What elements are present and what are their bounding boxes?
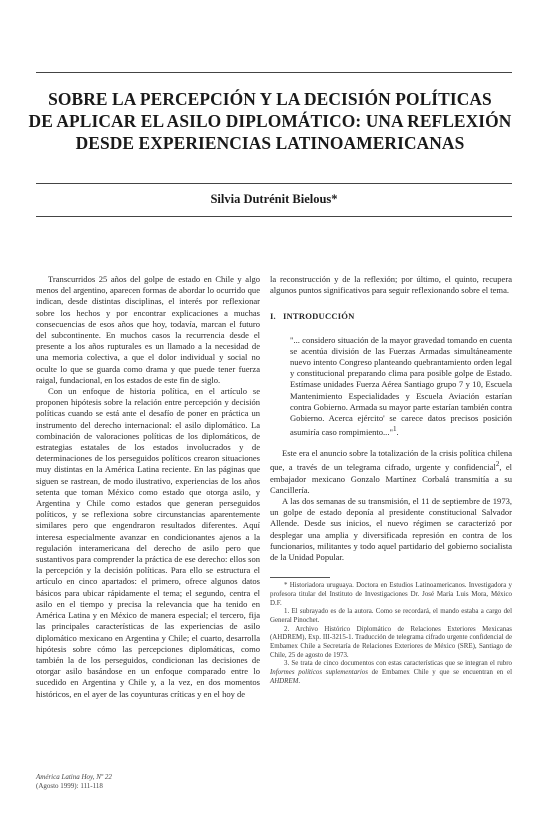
body-text: , el embajador mexicano Gonzalo Martínez Corbalá transmitía a su Cancillería. [270,462,512,495]
quote-text: "... considero situación de la mayor gravedad tomando en cuenta se acentúa división de las Fuerzas Armadas simultáneamente nuevo intento Congreso planteando quebrantamiento orden legal y constitucional preparando clima para posible golpe de Estado. Estímase unidades Fuerza Aérea Santiago grupo 7 y 10, Escuela Mantenimiento Especialidades y Escuela Aviación estarían contra Gobierno. Armada su mayor parte estarían también contra Gobierno. Acerca ejército' se carece datos precisos posición asumiría caso rompimiento..." [290,334,512,438]
body-paragraph: Con un enfoque de historia política, en el artículo se proponen hipótesis sobre la relación entre percepción y decisión políticas cuando se está ante el desafío de poner en práctica un instrumento del derecho internacional: el asilo diplomático. La combinación de valoraciones políticas de los diplomáticos, de estrategias estatales de los estados involucrados y de determinaciones de los perseguidos políticos crearon situaciones muy distintas en la América Latina reciente. En las páginas que siguen se rastrean, de modo ilustrativo, experiencias de los años setenta que toman México como estado que otorga asilo, y Argentina y Chile como estados que generan perseguidos políticos, y se reflexiona sobre circunstancias aparentemente similares pero que engendraron resultados diferentes. Aquí interesa especialmente avanzar en condicionantes ajenos a la regulación interamericana del derecho de asilo pero que sustantivos para comprender la práctica de ese derecho: ellos son la percepción y la decisión políticas. Para ello se estructura el artículo en cinco apartados: el primero, ofrece algunos datos básicos para ubicar rápidamente el tema; el segundo, centra el asilo en el tiempo y precisa la relevancia que ha tenido en América Latina y en México de manera especial; el tercero, fija las principales características de las experiencias de asilo diplomático mexicano en Argentina y Chile; el cuarto, desarrolla hipótesis sobre cómo las percepciones diplomáticas, como también la de los perseguidos, condicionan las decisiones de otorgar asilo basándose en un enfoque comparado entre lo sucedido en Argentina y Chile y, a la vez, en dos momentos históricos, en el ayer de las coyunturas críticas y en el hoy de [36,386,260,699]
body-paragraph: A las dos semanas de su transmisión, el 11 de septiembre de 1973, un golpe de estado deponía al presidente constitucional Salvador Allende. Desde sus inicios, el nuevo régimen se caracterizó por desplegar una amplia y diversificada represión en contra de los funcionarios, militantes y todo aquel partidario del gobierno socialista de la Unidad Popular. [270,495,512,562]
footnote-1: 1. El subrayado es de la autora. Como se recordará, el mando estaba a cargo del General Pinochet. [270,608,512,624]
author-rule [36,216,512,217]
title-line-3: DESDE EXPERIENCIAS LATINOAMERICANAS [75,133,465,153]
footnote-3: 3. Se trata de cinco documentos con estas características que se integran el rubro Informes políticos suplementarios de Embamex Chile y que se encuentran en el AHDREM. [270,660,512,685]
title-line-2: DE APLICAR EL ASILO DIPLOMÁTICO: UNA REFLEXIÓN [28,111,512,131]
title-line-1: SOBRE LA PERCEPCIÓN Y LA DECISIÓN POLÍTICAS [48,89,492,109]
footnote-author: * Historiadora uruguaya. Doctora en Estudios Latinoamericanos. Investigadora y profesora titular del Instituto de Investigaciones Dr. José María Luis Mora, México D.F. [270,582,512,607]
footnotes [270,582,512,686]
journal-citation [36,773,112,790]
section-heading [270,311,512,322]
article-title [20,88,520,154]
section-number: I. [270,311,276,322]
right-column [270,274,512,687]
section-title: INTRODUCCIÓN [282,311,355,322]
block-quote: "... considero situación de la mayor gravedad tomando en cuenta se acentúa división de las Fuerzas Armadas simultáneamente nuevo intento Congreso planteando quebrantamiento orden legal y constitucional preparando clima para posible golpe de Estado. Estímase unidades Fuerza Aérea Santiago grupo 7 y 10, Escuela Mantenimiento Especialidades y Escuela Aviación estarían contra Gobierno. Armada su mayor parte estarían también contra Gobierno. Acerca ejército' se carece datos precisos posición asumiría caso rompimiento..."$^1$. [290,334,512,438]
footnote-2: 2. Archivo Histórico Diplomático de Relaciones Exteriores Mexicanas (AHDREM), Exp. III-3215-1. Traducción de telegrama cifrado urgente confidencial de Embamex Chile a Secretaría de Relaciones Exteriores de México (SRE), Santiago de Chile, 25 de agosto de 1973. [270,625,512,659]
footnote-marker: 1 [392,425,397,434]
journal-date-pages: (Agosto 1999): 111-118 [36,781,103,790]
body-paragraph [270,448,512,496]
title-rule [36,183,512,184]
body-paragraph-continued: la reconstrucción y de la reflexión; por último, el quinto, recupera algunos puntos significativos para seguir reflexionando sobre el tema. [270,274,512,296]
top-rule [36,72,512,73]
footnote-rule [270,577,330,578]
body-text: Este era el anuncio sobre la totalización de la crisis política chilena que, a través de un telegrama cifrado, urgente y confidencial [270,448,512,473]
left-column [36,274,260,700]
footnote-marker: 2 [495,460,500,469]
body-paragraph: Transcurridos 25 años del golpe de estado en Chile y algo menos del argentino, aparecen formas de abordar lo ocurrido que indican, desde distintas disciplinas, el interés por reflexionar sobre los hechos y por encontrar explicaciones a muchas consecuencias de esos años que hoy, todavía, marcan el futuro del subcontinente. En muchos casos la recurrencia desde el presente a los años rupturales es un llamado a la necesidad de una memoria colectiva, a que el dolor individual y social no oculte lo que se guarda como drama y que puede tener fuerza raigal, fundacional, en los estados de este fin de siglo. [36,274,260,385]
journal-name: América Latina Hoy, Nº 22 [36,773,112,781]
author-name: Silvia Dutrénit Bielous* [210,192,338,206]
